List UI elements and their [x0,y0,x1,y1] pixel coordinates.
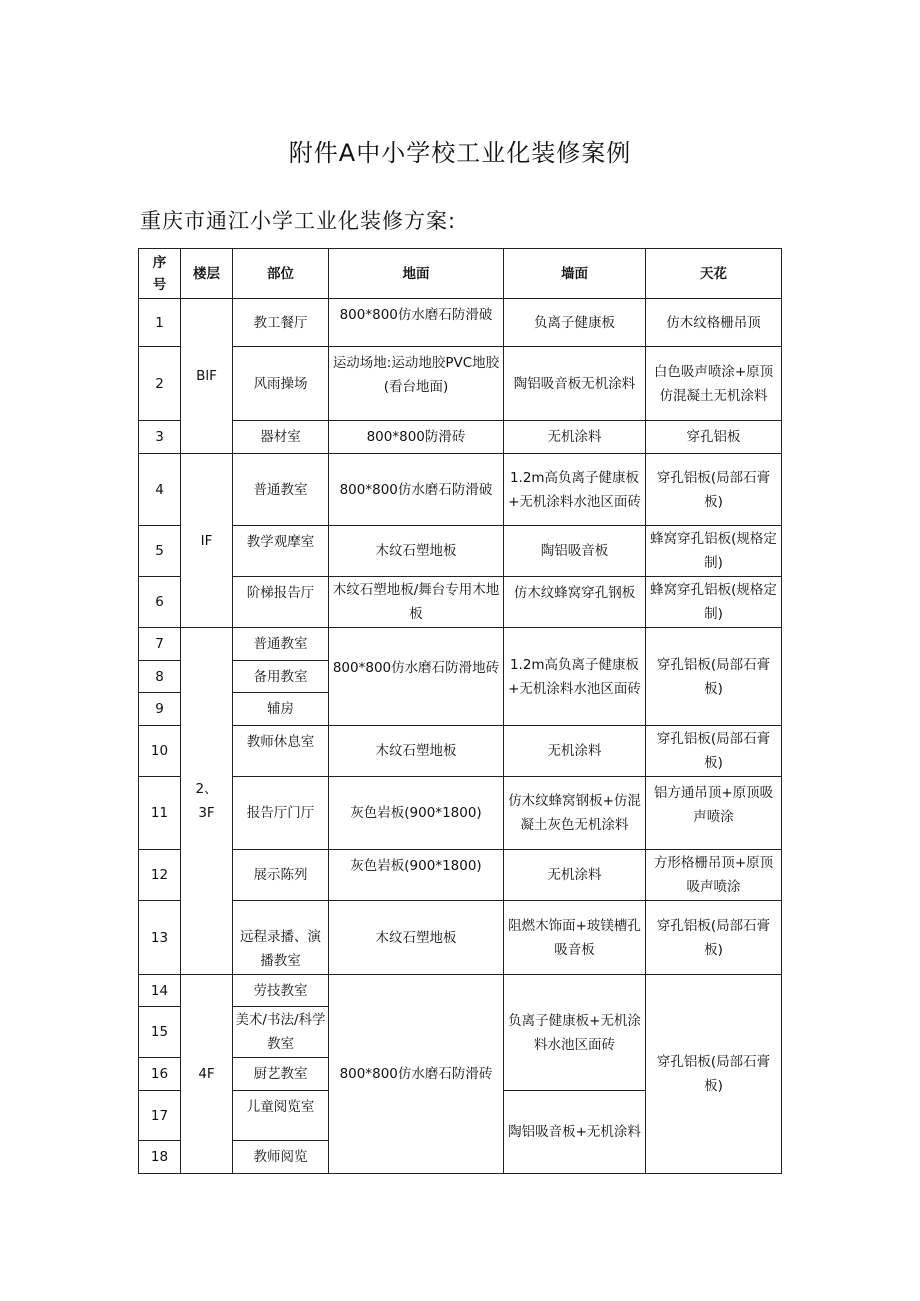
table-row [139,777,782,850]
table-row [139,628,782,661]
row-no: 14 [139,975,181,1007]
merged-ground-14-18: 800*800仿水磨石防滑砖 [329,975,504,1174]
row-wall: 无机涂料 [504,421,646,454]
row-part: 教工餐厅 [233,299,329,347]
row-part: 普通教室 [233,454,329,526]
merged-ceiling-7-9: 穿孔铝板(局部石膏板) [646,628,782,726]
row-ground: 800*800防滑砖 [329,421,504,454]
table-row [139,347,782,421]
row-part: 厨艺教室 [233,1058,329,1091]
table-row [139,299,782,347]
row-part: 风雨操场 [233,347,329,421]
header-no: 序号 [139,249,181,299]
floor-cell-1f: IF [181,454,233,628]
table-row [139,850,782,901]
row-no: 15 [139,1007,181,1058]
merged-ceiling-14-18: 穿孔铝板(局部石膏板) [646,975,782,1174]
row-ceiling: 仿木纹格栅吊顶 [646,299,782,347]
row-part: 展示陈列 [233,850,329,901]
floor-cell-2-3f: 2、3F [181,628,233,975]
row-no: 2 [139,347,181,421]
row-ceiling: 穿孔铝板 [646,421,782,454]
row-part: 美术/书法/科学教室 [233,1007,329,1058]
row-wall: 阻燃木饰面+玻镁槽孔吸音板 [504,901,646,975]
row-part: 报告厅门厅 [233,777,329,850]
row-ground: 800*800仿水磨石防滑破 [329,454,504,526]
row-no: 5 [139,526,181,577]
header-ground: 地面 [329,249,504,299]
row-ceiling: 铝方通吊顶+原顶吸声喷涂 [646,777,782,850]
row-ground: 800*800仿水磨石防滑破 [329,299,504,347]
row-wall: 无机涂料 [504,726,646,777]
row-part: 辅房 [233,693,329,726]
row-part: 劳技教室 [233,975,329,1007]
document-title: 附件A中小学校工业化装修案例 [288,139,632,167]
row-part: 教师阅览 [233,1141,329,1174]
header-part: 部位 [233,249,329,299]
row-ceiling: 蜂窝穿孔铝板(规格定制) [646,577,782,628]
table-row [139,454,782,526]
row-part: 儿童阅览室 [233,1091,329,1141]
row-ground: 灰色岩板(900*1800) [329,850,504,901]
table-row [139,726,782,777]
row-no: 9 [139,693,181,726]
row-ceiling: 穿孔铝板(局部石膏板) [646,901,782,975]
row-ceiling: 蜂窝穿孔铝板(规格定制) [646,526,782,577]
table-row [139,901,782,975]
row-ground: 木纹石塑地板 [329,901,504,975]
row-ceiling: 穿孔铝板(局部石膏板) [646,454,782,526]
row-no: 17 [139,1091,181,1141]
row-no: 4 [139,454,181,526]
row-no: 13 [139,901,181,975]
row-wall: 负离子健康板 [504,299,646,347]
row-wall: 仿木纹蜂窝钢板+仿混凝土灰色无机涂料 [504,777,646,850]
floor-cell-4f: 4F [181,975,233,1174]
merged-wall-14-16: 负离子健康板+无机涂料水池区面砖 [504,975,646,1091]
row-no: 8 [139,661,181,693]
floor-cell-b1: BlF [181,299,233,454]
row-no: 10 [139,726,181,777]
table-row [139,975,782,1007]
header-floor: 楼层 [181,249,233,299]
row-no: 12 [139,850,181,901]
row-ground: 灰色岩板(900*1800) [329,777,504,850]
row-part: 教学观摩室 [233,526,329,577]
row-wall: 陶铝吸音板无机涂料 [504,347,646,421]
document-subtitle: 重庆市通江小学工业化装修方案: [140,209,457,233]
table-row [139,577,782,628]
row-ground: 木纹石塑地板 [329,526,504,577]
row-no: 18 [139,1141,181,1174]
row-part: 教师休息室 [233,726,329,777]
merged-wall-17-18: 陶铝吸音板+无机涂料 [504,1091,646,1174]
row-wall: 1.2m高负离子健康板+无机涂料水池区面砖 [504,454,646,526]
row-no: 1 [139,299,181,347]
row-no: 16 [139,1058,181,1091]
row-ceiling: 白色吸声喷涂+原顶仿混凝土无机涂料 [646,347,782,421]
row-part: 普通教室 [233,628,329,661]
row-no: 11 [139,777,181,850]
row-ground: 运动场地:运动地胶PVC地胶(看台地面) [329,347,504,421]
row-wall: 陶铝吸音板 [504,526,646,577]
header-wall: 墙面 [504,249,646,299]
table-row [139,526,782,577]
header-ceiling: 天花 [646,249,782,299]
row-wall: 无机涂料 [504,850,646,901]
row-part: 备用教室 [233,661,329,693]
row-ground: 木纹石塑地板/舞台专用木地板 [329,577,504,628]
row-ceiling: 方形格栅吊顶+原顶吸声喷涂 [646,850,782,901]
row-no: 3 [139,421,181,454]
table-header-row [139,249,782,299]
row-part: 器材室 [233,421,329,454]
table-row [139,421,782,454]
row-part: 阶梯报告厅 [233,577,329,628]
row-no: 7 [139,628,181,661]
row-wall: 仿木纹蜂窝穿孔钢板 [504,577,646,628]
row-ceiling: 穿孔铝板(局部石膏板) [646,726,782,777]
renovation-plan-table [138,248,782,1174]
row-part: 远程录播、演播教室 [233,901,329,975]
merged-ground-7-9: 800*800仿水磨石防滑地砖 [329,628,504,726]
row-no: 6 [139,577,181,628]
merged-wall-7-9: 1.2m高负离子健康板+无机涂料水池区面砖 [504,628,646,726]
row-ground: 木纹石塑地板 [329,726,504,777]
